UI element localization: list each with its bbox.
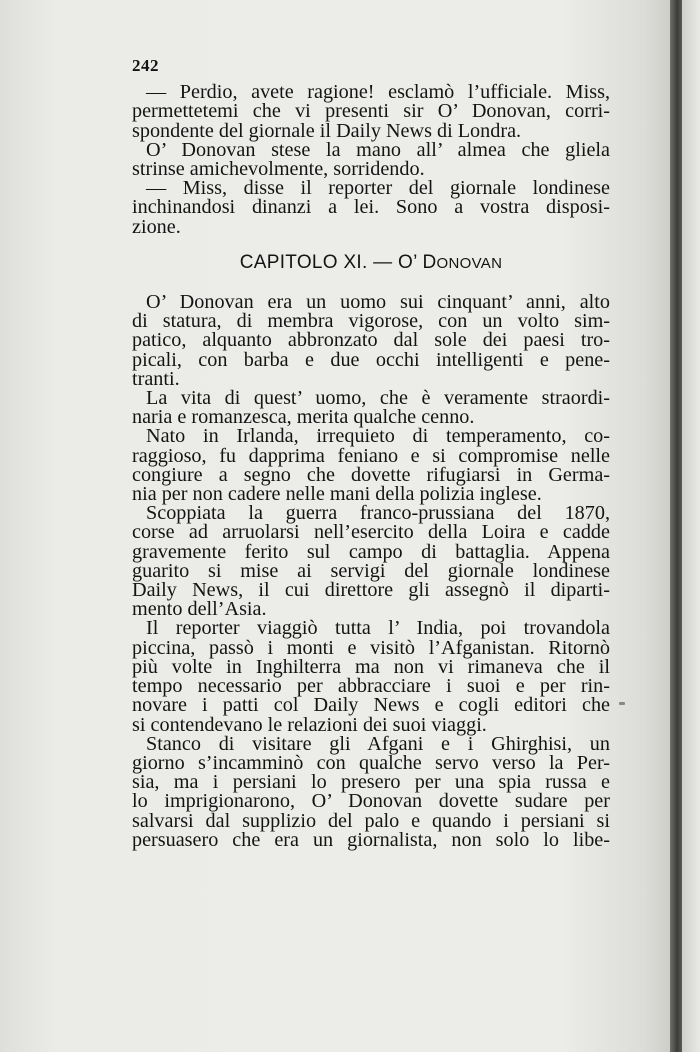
page-edge	[682, 0, 700, 1052]
chapter-heading	[132, 253, 610, 273]
text-line: guarito si mise ai servigi del giornale londinese	[132, 559, 610, 582]
ink-mark	[619, 702, 625, 705]
text-line: O’ Donovan stese la mano all’ almea che gliela	[146, 138, 610, 161]
text-line: Scoppiata la guerra franco-prussiana del 1870,	[146, 502, 610, 525]
text-line: persuasero che era un giornalista, non solo lo libe-	[132, 828, 610, 851]
text-line: giorno s’incamminò con qualche servo verso la Per-	[132, 751, 610, 774]
text-line: tranti.	[132, 367, 180, 390]
text-line: O’ Donovan era un uomo sui cinquant’ anni, alto	[146, 291, 610, 314]
text-line: nia per non cadere nelle mani della polizia inglese.	[132, 483, 542, 506]
text-line: corse ad arruolarsi nell’esercito della Loira e cadde	[132, 521, 610, 544]
text-line: Daily News, il cui direttore gli assegnò il diparti-	[132, 579, 610, 602]
page-gutter-shadow	[670, 0, 682, 1052]
text-line: lo imprigionarono, O’ Donovan dovette sudare per	[132, 790, 610, 813]
text-line: patico, alquanto abbronzato dal sole dei paesi tro-	[132, 329, 610, 352]
text-line: naria e romanzesca, merita qualche cenno.	[132, 406, 475, 429]
text-line: inchinandosi dinanzi a lei. Sono a vostra disposi-	[132, 196, 610, 219]
text-line: raggioso, fu dapprima feniano e si compromise nelle	[132, 444, 610, 467]
page-text	[132, 56, 610, 850]
text-line: piccina, passò i monti e visitò l’Afganistan. Ritornò	[132, 636, 610, 659]
paragraph-block-top	[132, 83, 610, 237]
text-line: strinse amichevolmente, sorridendo.	[132, 158, 425, 181]
page-number: 242	[132, 56, 159, 75]
text-line: novare i patti col Daily News e cogli editori che	[132, 694, 610, 717]
text-line: spondente del giornale il Daily News di Londra.	[132, 119, 522, 142]
text-line: — Miss, disse il reporter del giornale londinese	[146, 177, 610, 200]
text-line: picali, con barba e due occhi intelligenti e pene-	[132, 348, 610, 371]
text-line: più volte in Inghilterra ma non vi rimaneva che il	[132, 655, 610, 678]
chapter-heading-main: CAPITOLO XI. — O’ D	[239, 251, 437, 273]
text-line: Il reporter viaggiò tutta l’ India, poi trovandola	[146, 617, 610, 640]
text-line: — Perdio, avete ragione! esclamò l’ufficiale. Miss,	[146, 81, 610, 104]
chapter-heading-smallcaps: ONOVAN	[436, 254, 503, 272]
text-line: Stanco di visitare gli Afgani e i Ghirghisi, un	[146, 732, 610, 755]
text-line: La vita di quest’ uomo, che è veramente straordi-	[146, 387, 610, 410]
text-line: di statura, di membra vigorose, con un volto sim-	[132, 310, 610, 333]
text-line: congiure a segno che dovette rifugiarsi in Germa-	[132, 463, 610, 486]
text-line: sia, ma i persiani lo presero per una spia russa e	[132, 771, 610, 794]
text-line: Nato in Irlanda, irrequieto di temperamento, co-	[146, 425, 610, 448]
text-line: salvarsi dal supplizio del palo e quando i persiani si	[132, 809, 610, 832]
text-line: mento dell’Asia.	[132, 598, 267, 621]
text-line: permettetemi che vi presenti sir O’ Donovan, corri-	[132, 100, 610, 123]
text-line: tempo necessario per abbracciare i suoi e per rin-	[132, 675, 610, 698]
text-line: gravemente ferito sul campo di battaglia. Appena	[132, 540, 610, 563]
paragraph-block-chapter	[132, 293, 610, 850]
text-line: zione.	[132, 215, 181, 238]
text-line: si contendevano le relazioni dei suoi viaggi.	[132, 713, 487, 736]
